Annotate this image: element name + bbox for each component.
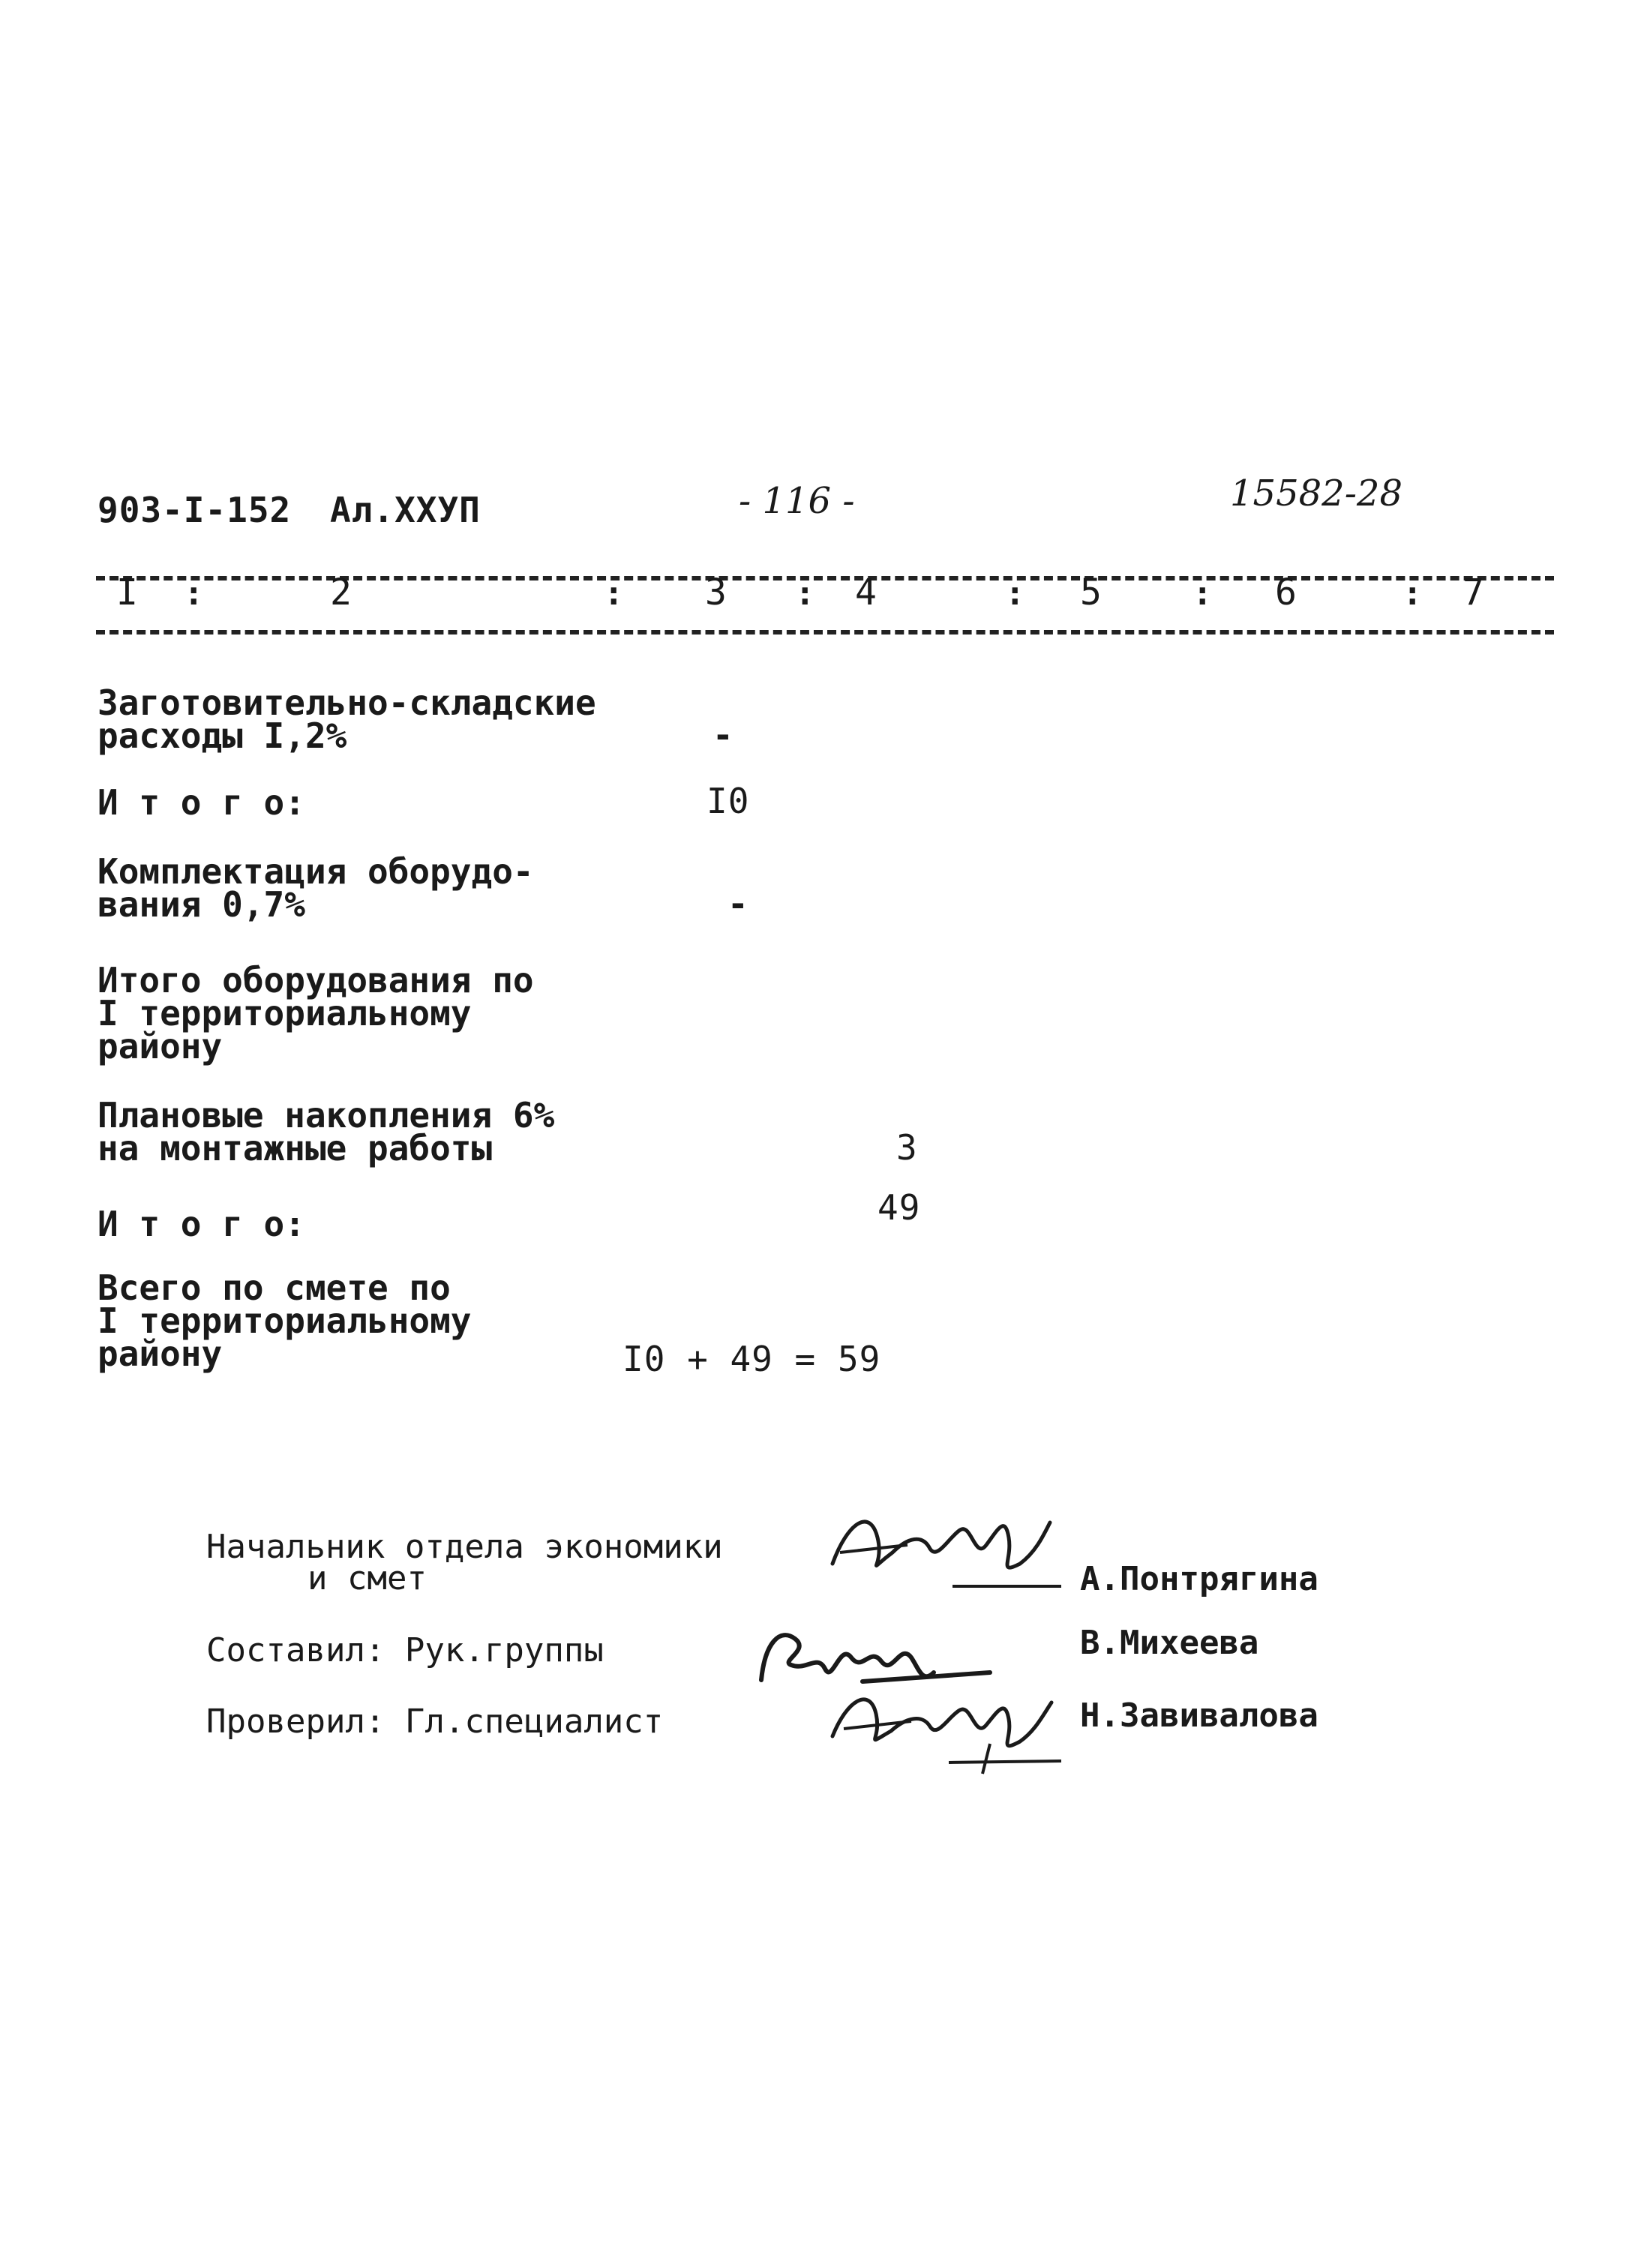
signatory-3-name: Н.Завивалова [1080,1696,1318,1735]
page-number: - 116 - [739,480,855,522]
column-number-4: 4 [855,572,877,614]
column-separator: : [184,574,204,613]
column-separator: : [1402,574,1423,613]
column-number-3: 3 [705,572,727,614]
row-planned-savings-col4: 3 [896,1127,918,1168]
column-separator: : [795,574,815,613]
row-subtotal-2-label: И т о г о: [98,1204,305,1244]
row-procurement-col3: - [712,715,734,755]
signature-3-handwritten [818,1672,1065,1778]
signatory-3-role: Проверил: Гл.специалист [206,1702,664,1741]
signatory-2-role: Составил: Рук.группы [206,1631,604,1670]
column-separator: : [1005,574,1025,613]
row-subtotal-1-label: И т о г о: [98,782,305,823]
signatory-1-role: Начальник отдела экономики и смет [206,1528,723,1598]
header-top-rule [96,576,1554,580]
column-number-2: 2 [330,572,352,614]
row-equipment-completion-label: Комплектация оборудо- вания 0,7% [98,851,534,925]
document-code: 903-I-152 [98,490,292,530]
row-equipment-completion-col3: - [728,884,749,924]
column-number-1: I [116,572,138,614]
row-equipment-total-label: Итого оборудования по I территориальному району [98,960,534,1066]
row-procurement-label: Заготовительно-складские расходы I,2% [98,682,596,756]
signature-1-handwritten [818,1492,1065,1598]
row-grand-total-formula: I0 + 49 = 59 [622,1339,881,1379]
header-bottom-rule [96,630,1554,634]
column-separator: : [1192,574,1213,613]
album-label: Ал.XXУП [330,490,481,530]
row-subtotal-2-col4: 49 [878,1187,921,1228]
row-grand-total-label: Всего по смете по I территориальному району [98,1268,472,1374]
row-subtotal-1-col3: I0 [706,781,750,821]
signatory-1-name: А.Понтрягина [1080,1560,1318,1598]
column-separator: : [604,574,624,613]
column-number-7: 7 [1462,572,1484,614]
row-planned-savings-label: Плановые накопления 6% на монтажные работы [98,1095,555,1168]
signatory-2-name: В.Михеева [1080,1624,1259,1662]
column-number-6: 6 [1275,572,1297,614]
column-number-5: 5 [1080,572,1102,614]
document-number: 15582-28 [1230,472,1402,514]
